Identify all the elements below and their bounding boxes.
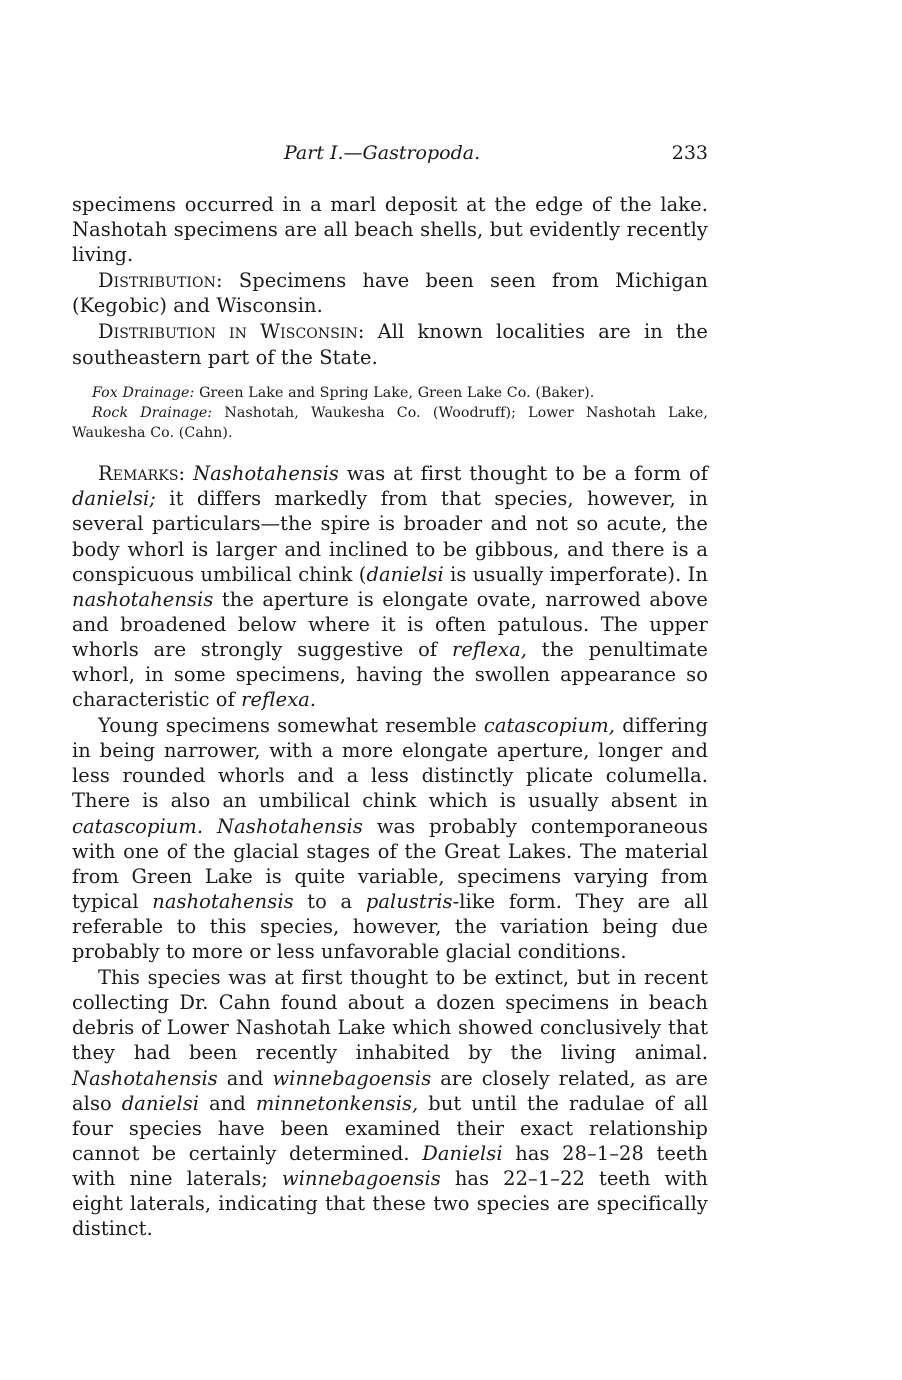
extinct-text: has 22–1–22 teeth with eight laterals, indicating that these two species are specifically distinct.	[72, 1166, 708, 1241]
extinct-text: are closely related, as are also	[72, 1066, 708, 1115]
running-title: Part I.—Gastropoda.	[284, 142, 481, 164]
young-text: differing in being narrower, with a more elongate aperture, longer and less rounded whorls and a less distinctly plicate columella. There is also an umbilical chink which is usually absent in	[72, 714, 709, 813]
locality-rock	[72, 403, 708, 443]
remarks-text: reflexa.	[241, 688, 317, 712]
extinct-text: Nashotahensis	[72, 1066, 218, 1090]
remarks-text: reflexa,	[451, 637, 528, 661]
extinct-text: winnebagoensis	[272, 1066, 432, 1090]
fox-drainage-text: Green Lake and Spring Lake, Green Lake Co. (Baker).	[199, 384, 595, 401]
extinct-text: danielsi	[121, 1091, 200, 1115]
young-text: catascopium. Nashotahensis	[72, 814, 363, 838]
paragraph-continuation: specimens occurred in a marl deposit at the edge of the lake. Nashotah specimens are all beach shells, but evidently recently living.	[72, 193, 708, 267]
rock-drainage-text: Nashotah, Waukesha Co. (Woodruff); Lower Nashotah Lake, Waukesha Co. (Cahn).	[72, 404, 708, 442]
extinct-text: This species was at first thought to be extinct, but in recent collecting Dr. Cahn found about a dozen specimens in beach debris of Lower Nashotah Lake which showed conclusively that they had been recently inhabited by the living animal.	[72, 966, 708, 1065]
locality-list	[72, 383, 708, 444]
distribution-wisconsin-text: All known localities are in the southeastern part of the State.	[72, 320, 708, 369]
young-text: was probably contemporaneous with one of the glacial stages of the Great Lakes. The material from Green Lake is quite variable, specimens varying from typical	[72, 814, 708, 913]
remarks-text: is usually imperforate). In	[443, 562, 708, 586]
remarks-text: nashotahensis	[72, 587, 214, 611]
young-text: to a	[293, 889, 366, 913]
extinct-text: minnetonkensis,	[255, 1091, 419, 1115]
extinct-text: but until the radulae of all four species have been examined their exact relationship cannot be certainly determined.	[72, 1091, 708, 1165]
extinct-text: winnebagoensis	[282, 1166, 441, 1190]
extinct-text: and	[217, 1066, 273, 1090]
extinct-text: Danielsi	[422, 1141, 503, 1165]
remarks-text: danielsi;	[72, 487, 156, 511]
remarks-text: Nashotahensis	[193, 462, 339, 486]
fox-drainage-label: Fox Drainage:	[92, 384, 195, 401]
remarks-text: it differs markedly from that species, however, in several particulars—the spire is broader and not so acute, the body whorl is larger and inclined to be gibbous, and there is a conspicuous umbilical chink (	[72, 487, 708, 586]
locality-fox	[72, 383, 708, 403]
remarks-heading: Remarks:	[98, 462, 186, 486]
paragraph-extinct	[72, 965, 708, 1241]
young-text: Young specimens somewhat resemble	[98, 714, 484, 738]
extinct-text: has 28–1–28 teeth with nine laterals;	[72, 1141, 709, 1190]
remarks-text: the penultimate whorl, in some specimens, having the swollen appearance so characteristic of	[72, 637, 708, 712]
distribution-heading: Distribution:	[98, 269, 223, 293]
distribution-text: Specimens have been seen from Michigan (Kegobic) and Wisconsin.	[72, 269, 709, 318]
paragraph-distribution-wisconsin	[72, 319, 708, 369]
page-number: 233	[671, 142, 708, 164]
rock-drainage-label: Rock Drainage:	[92, 404, 213, 421]
paragraph-young-specimens	[72, 713, 708, 964]
body-text	[72, 192, 708, 1242]
page-header	[72, 142, 708, 170]
paragraph-distribution	[72, 268, 708, 318]
remarks-text: the aperture is elongate ovate, narrowed above and broadened below where it is often patulous. The upper whorls are strongly suggestive of	[72, 587, 708, 661]
young-text: catascopium,	[483, 714, 616, 738]
young-text: -like form. They are all referable to this species, however, the variation being due probably to more or less unfavorable glacial conditions.	[72, 889, 708, 964]
extinct-text: and	[199, 1091, 256, 1115]
remarks-text: danielsi	[366, 562, 444, 586]
young-text: palustris	[365, 889, 453, 913]
paragraph-remarks	[72, 461, 708, 712]
young-text: nashotahensis	[152, 889, 294, 913]
distribution-wisconsin-heading: Distribution in Wisconsin:	[98, 320, 365, 344]
remarks-text: was at first thought to be a form of	[338, 462, 708, 486]
